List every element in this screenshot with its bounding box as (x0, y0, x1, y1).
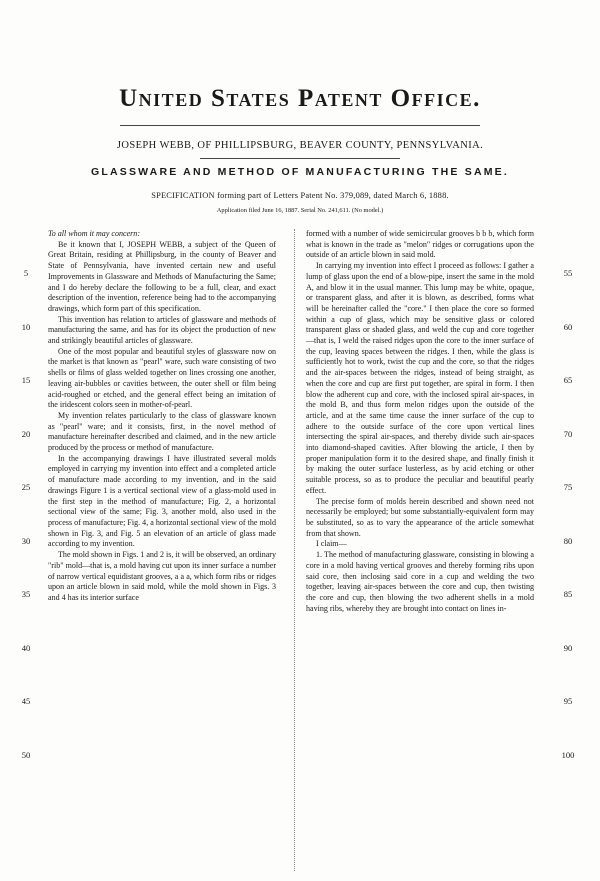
line-number: 85 (563, 589, 573, 599)
paragraph: One of the most popular and beautiful styles of glassware now on the market is that known as "pearl" ware, such ware consisting of two shells or films of glass welded together on lines crossing one another, leaving air-bubbles or cavities between, the outer shell or film being acid-roughed or etched, and the general effect being an imitation of the iridescent colors seen in mother-of-pearl. (48, 346, 276, 410)
claim-1: 1. The method of manufacturing glassware, consisting in blowing a core in a mold having vertical grooves and thereby forming ribs upon said core, then inclosing said core in a cup and welding the two together, leaving air-spaces between the core and cup, then twisting the core and cup, then blowing the two adherent shells in a mold having ribs, whereby they are brought into contact on lines in- (306, 550, 534, 613)
inventor-line: JOSEPH WEBB, OF PHILLIPSBURG, BEAVER COUNTY, PENNSYLVANIA. (116, 140, 484, 151)
line-number: 90 (563, 643, 573, 653)
line-number: 65 (563, 375, 573, 385)
patent-office-heading: United States Patent Office. (119, 85, 481, 112)
line-number: 45 (21, 696, 31, 706)
paragraph: The precise form of molds herein described and shown need not necessarily be employed; but some substantially-equivalent form may be substituted, so as to vary the appearance of the article somewhat from that shown. (306, 496, 534, 538)
application-line: Application filed June 16, 1887. Serial No. 241,611. (No model.) (216, 207, 384, 214)
paragraph: In carrying my invention into effect I proceed as follows: I gather a lump of glass upon the end of a blow-pipe, insert the same in the mold A, and blow it in the usual manner. This lump may be white, opaque, or transparent glass, and after it is blown, as described, forms what will be hereinafter called the "core." I then place the core so formed within a cup of glass, which may be sensitive glass or colored transparent glass or shaded glass, and weld the cup and core together—that is, I weld the raised ridges upon the core to the inner surface of the cup, leaving spaces between the ridges. I then, while the glass is sufficiently hot to work, twist the cup and the core, so that the ridges and the air-spaces between the ridges, instead of being straight, as when the core and cup are first put together, are spiral in form. I then blow the adherent cup and core, with the inclosed spiral air-spaces, in the mold B, and thus form melon ridges upon the outside of the article, and at the same time cause the inner surface of the cup to adhere to the outside surface of the core upon vertical lines intersecting the spiral air-spaces, and thereby divide such air-spaces into diamond-shaped cavities. After blowing the article, I then by proper manipulation form it to the desired shape, and finally finish it by making the outer surface lusterless, as by acid etching or other suitable process, so as to produce the peculiar and beautiful pearly effect. (306, 261, 534, 495)
line-number: 95 (563, 696, 573, 706)
line-number: 5 (23, 268, 29, 278)
salutation: To all whom it may concern: (48, 229, 141, 238)
right-column (306, 229, 534, 614)
claim-heading: I claim— (316, 539, 347, 549)
line-number: 35 (21, 589, 31, 599)
paragraph: In the accompanying drawings I have illustrated several molds employed in carrying my invention into effect and a completed article of manufacture made according to my invention, and in the said drawings Figure 1 is a vertical sectional view of a glass-mold used in the first step in the method of manufacture; Fig. 2, a horizontal sectional view of the same; Fig. 3, another mold, also used in the process of manufacture; Fig. 4, a horizontal sectional view of the mold shown in Fig. 3, and Fig. 5 an elevation of an article of glass made according to my invention. (48, 453, 276, 549)
paragraph: The mold shown in Figs. 1 and 2 is, it will be observed, an ordinary "rib" mold—that is, a mold having cut upon its inner surface a number of narrow vertical equidistant grooves, a a a, which form ribs or ridges upon an article blown in said mold, while the mold shown in Figs. 3 and 4 has its interior surface (48, 550, 276, 602)
line-number: 100 (561, 750, 575, 760)
line-number: 30 (21, 536, 31, 546)
line-number: 60 (563, 322, 573, 332)
paragraph: This invention has relation to articles of glassware and methods of manufacturing the same, and has for its object the production of new and strikingly beautiful articles of glassware. (48, 314, 276, 346)
paragraph: My invention relates particularly to the class of glassware known as "pearl" ware; and it consists, first, in the novel method of manufacture hereinafter described and claimed, and in the new article produced by the process or method of manufacture. (48, 410, 276, 453)
paragraph: formed with a number of wide semicircular grooves b b b, which form what is known in the trade as "melon" ridges or corrugations upon the outside of an article blown in said mold. (306, 229, 534, 260)
line-number: 55 (563, 268, 573, 278)
line-number: 40 (21, 643, 31, 653)
paragraph: Be it known that I, JOSEPH WEBB, a subject of the Queen of Great Britain, residing at Phillipsburg, in the county of Beaver and State of Pennsylvania, have invented certain new and useful Improvements in Glassware and Methods of Manufacturing the Same; and I do hereby declare the following to be a full, clear, and exact description of the invention, reference being had to the accompanying drawings, which form part of this specification. (48, 239, 276, 313)
title-rule (200, 158, 400, 159)
header-rule (120, 125, 480, 126)
line-number: 20 (21, 429, 31, 439)
line-number: 80 (563, 536, 573, 546)
invention-title: GLASSWARE AND METHOD OF MANUFACTURING THE SAME. (90, 166, 509, 178)
left-column (48, 229, 276, 604)
specification-line: SPECIFICATION forming part of Letters Patent No. 379,089, dated March 6, 1888. (151, 191, 449, 200)
line-number: 25 (21, 482, 31, 492)
line-number: 70 (563, 429, 573, 439)
line-number: 50 (21, 750, 31, 760)
column-divider (294, 229, 295, 871)
line-number: 75 (563, 482, 573, 492)
line-number: 10 (21, 322, 31, 332)
line-number: 15 (21, 375, 31, 385)
